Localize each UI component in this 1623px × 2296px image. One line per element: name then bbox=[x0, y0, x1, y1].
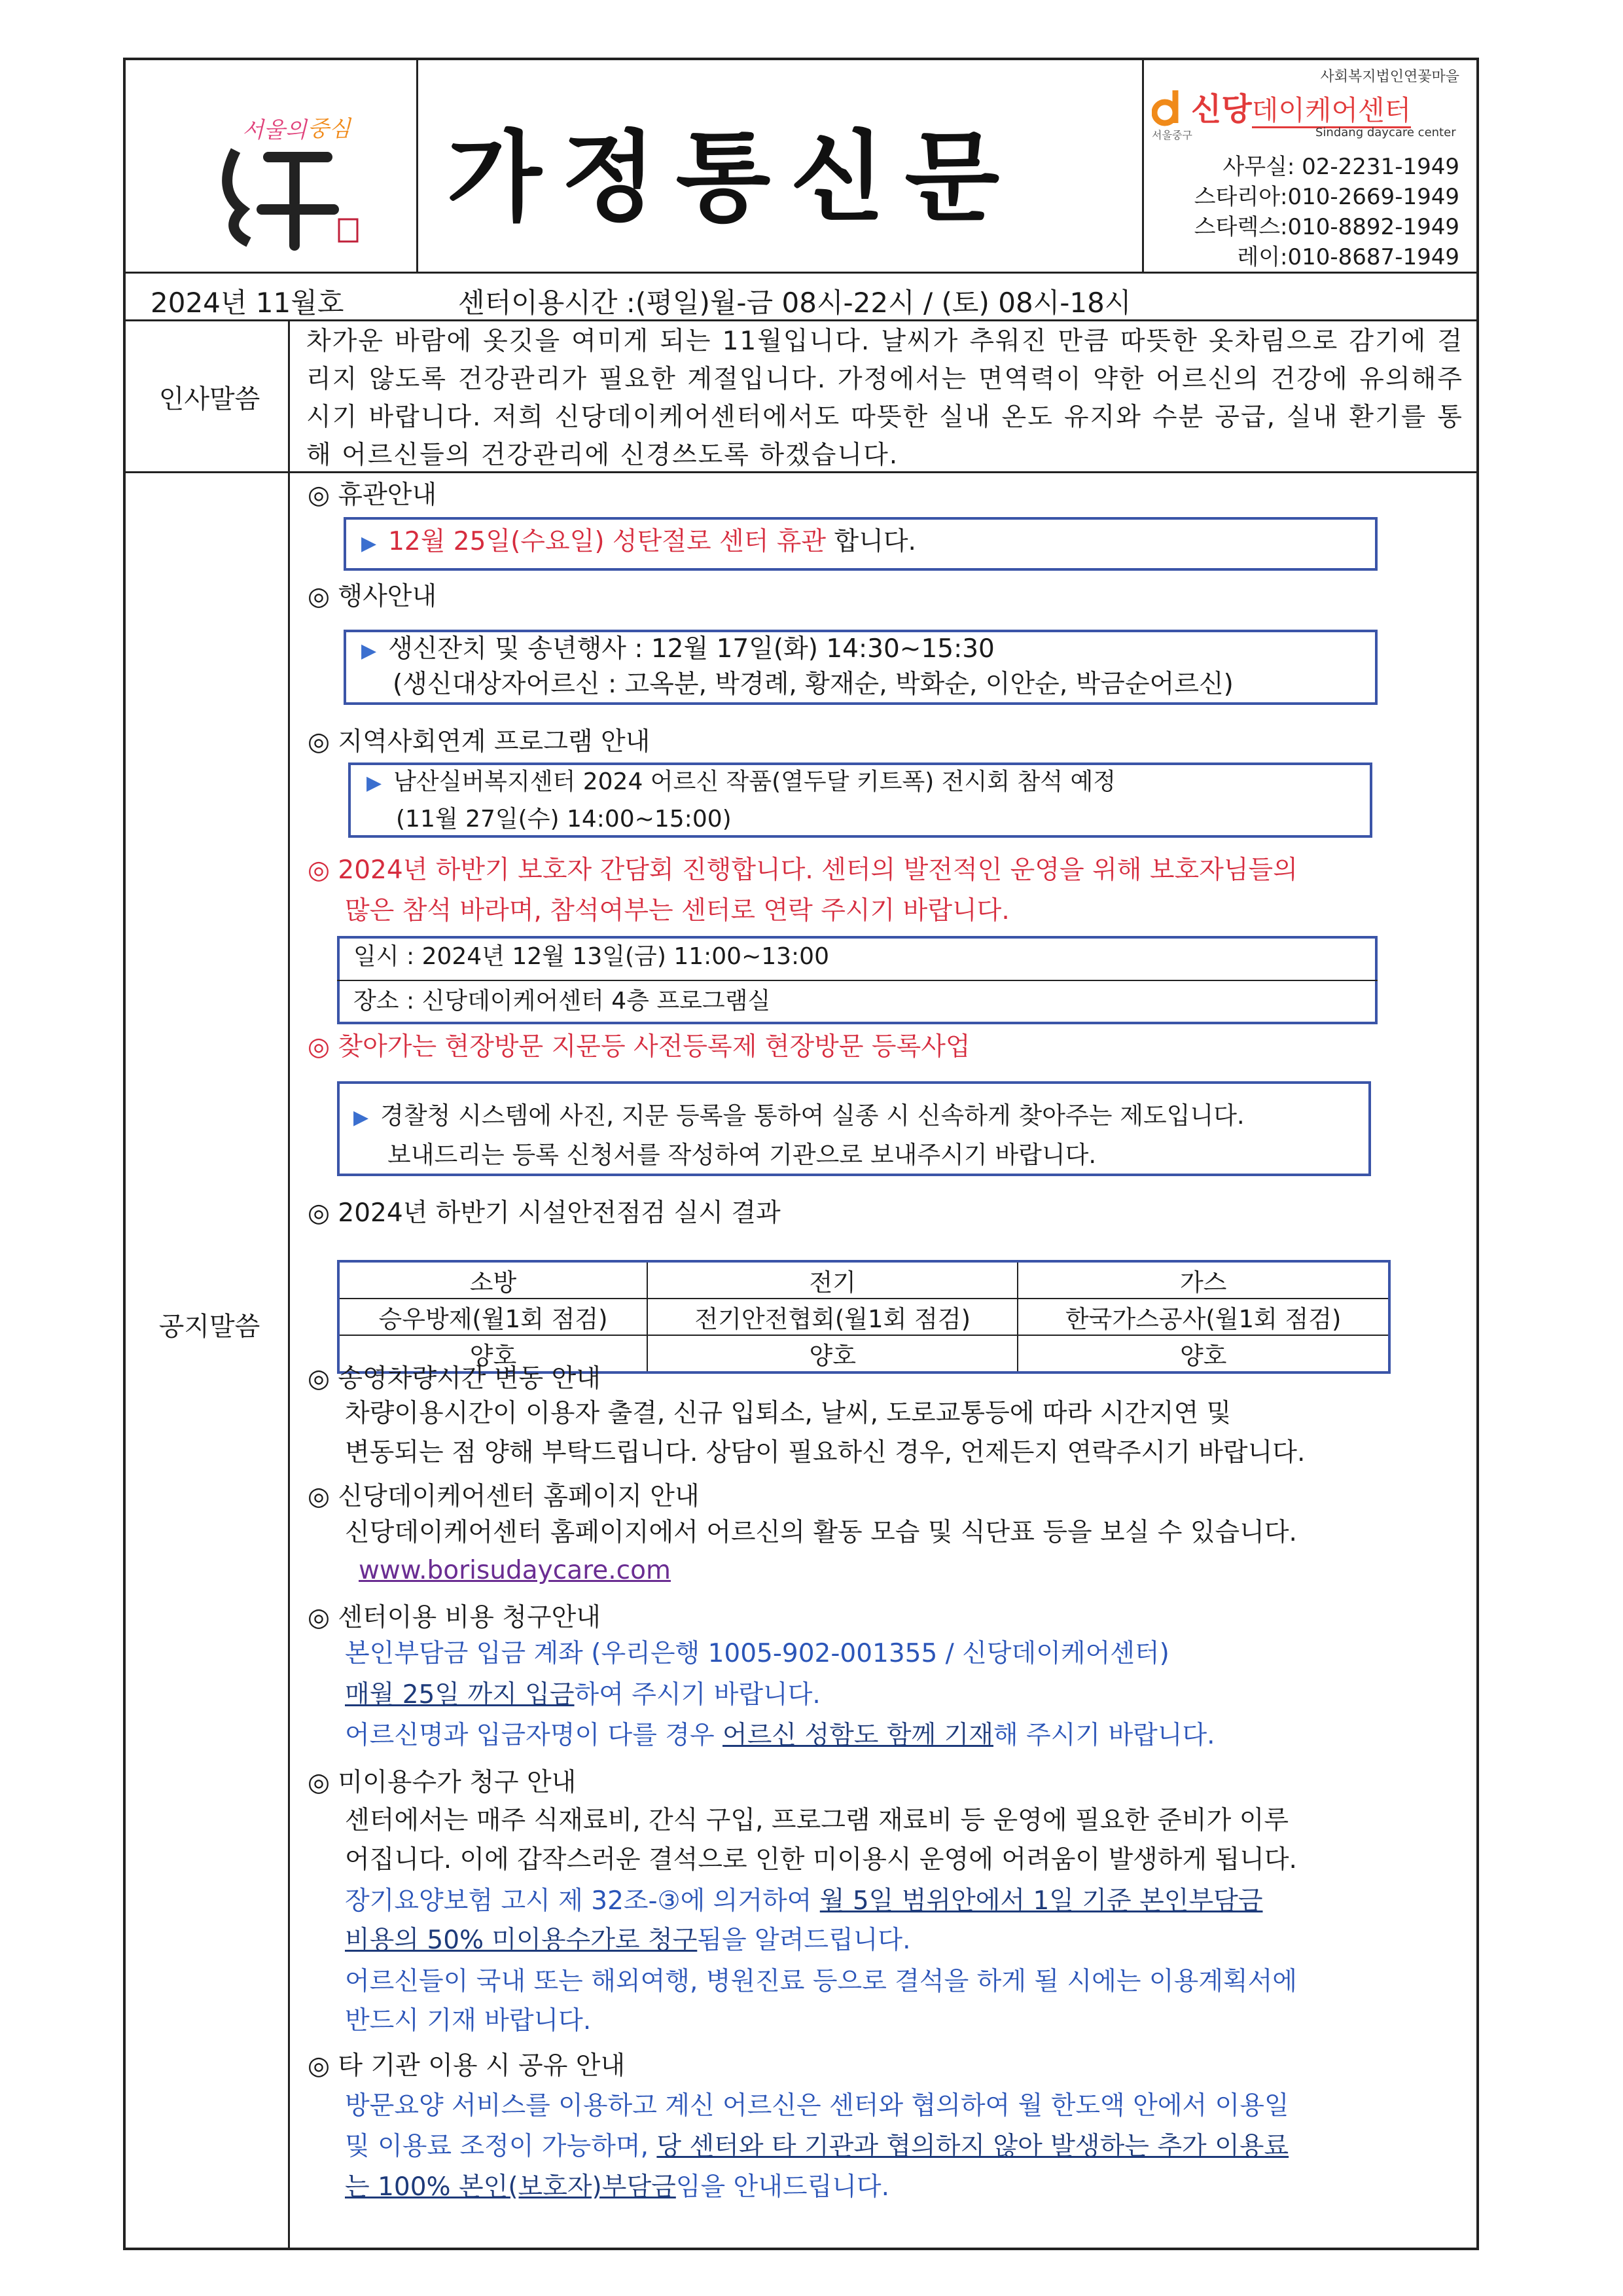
absence-line1: 센터에서는 매주 식재료비, 간식 구입, 프로그램 재료비 등 운영에 필요한 준비가 이루 bbox=[345, 1806, 1289, 1835]
event-heading: ◎ 행사안내 bbox=[308, 582, 437, 611]
meeting-place: 장소 : 신당데이케어센터 4층 프로그램실 bbox=[353, 988, 771, 1014]
notice-label: 공지말씀 bbox=[158, 1312, 260, 1342]
closure-heading: ◎ 휴관안내 bbox=[308, 480, 437, 510]
absence-line2: 어집니다. 이에 갑작스러운 결석으로 인한 미이용시 운영에 어려움이 발생하게 됩니다. bbox=[345, 1845, 1297, 1874]
header-left-divider bbox=[416, 58, 418, 272]
absence-line5: 어르신들이 국내 또는 해외여행, 병원진료 등으로 결석을 하게 될 시에는 이용계획서에 bbox=[345, 1967, 1297, 1996]
other-line2: 및 이용료 조정이 가능하며, 당 센터와 타 기관과 협의하지 않아 발생하는 추가 이용료 bbox=[345, 2132, 1289, 2161]
org-logo-icon bbox=[1152, 88, 1185, 127]
issue-label: 2024년 11월호 bbox=[151, 287, 344, 319]
billing-line1: 본인부담금 입금 계좌 (우리은행 1005-902-001355 / 신당데이케어센터) bbox=[345, 1639, 1169, 1668]
safety-header-electric: 전기 bbox=[647, 1261, 1018, 1299]
vehicle-line2: 변동되는 점 양해 부탁드립니다. 상담이 필요하신 경우, 언제든지 연락주시기 바랍니다. bbox=[345, 1438, 1306, 1467]
safety-inspector-fire: 승우방제(월1회 점검) bbox=[338, 1299, 647, 1335]
safety-inspector-electric: 전기안전협회(월1회 점검) bbox=[647, 1299, 1018, 1335]
contact-list bbox=[1145, 152, 1459, 272]
vehicle-heading: ◎ 송영차량시간 변동 안내 bbox=[308, 1364, 601, 1393]
safety-result-gas: 양호 bbox=[1018, 1335, 1389, 1372]
contact-ray: 레이:010-8687-1949 bbox=[1237, 244, 1459, 270]
closure-date: 12월 25일(수요일) 성탄절로 센터 휴관 bbox=[388, 527, 827, 556]
other-self-pay: 는 100% 본인(보호자)부담금 bbox=[345, 2172, 676, 2202]
org-logo-block bbox=[1152, 65, 1472, 141]
svg-text:서울의: 서울의 bbox=[242, 117, 307, 143]
triangle-icon: ▶ bbox=[361, 639, 377, 662]
event-line1: ▶ 생신잔치 및 송년행사 : 12월 17일(화) 14:30~15:30 bbox=[361, 634, 995, 664]
homepage-heading: ◎ 신당데이케어센터 홈페이지 안내 bbox=[308, 1482, 700, 1511]
triangle-icon: ▶ bbox=[353, 1106, 369, 1129]
triangle-icon: ▶ bbox=[361, 532, 377, 555]
table-row bbox=[338, 1261, 1389, 1299]
billing-line2: 매월 25일 까지 입금하여 주시기 바랍니다. bbox=[345, 1680, 821, 1710]
fingerprint-heading: ◎ 찾아가는 현장방문 지문등 사전등록제 현장방문 등록사업 bbox=[308, 1032, 971, 1062]
closure-rest: 합니다. bbox=[826, 527, 916, 556]
meeting-box-divider bbox=[337, 980, 1378, 981]
triangle-icon: ▶ bbox=[366, 772, 382, 795]
greeting-text: 차가운 바람에 옷깃을 여미게 되는 11월입니다. 날씨가 추워진 만큼 따뜻한 옷차림으로 감기에 걸리지 않도록 건강관리가 필요한 계절입니다. 가정에서는 면역력이 약한 어르신의 건강에 유의해주시기 바랍니다. 저희 신당데이케어센터에서도 따뜻한 실내 온도 유지와 수분 공급, 실내 환기를 통해 어르신들의 건강관리에 신경쓰도록 하겠습니다. bbox=[306, 327, 1463, 470]
billing-deadline: 매월 25일 까지 입금 bbox=[345, 1680, 575, 1710]
billing-line3: 어르신명과 입금자명이 다를 경우 어르신 성함도 함께 기재해 주시기 바랍니다. bbox=[345, 1721, 1215, 1750]
contact-staria: 스타리아:010-2669-1949 bbox=[1194, 184, 1459, 210]
other-extra-fee: 당 센터와 타 기관과 협의하지 않아 발생하는 추가 이용료 bbox=[656, 2132, 1289, 2161]
absence-line4: 비용의 50% 미이용수가로 청구됨을 알려드립니다. bbox=[345, 1926, 911, 1955]
safety-header-gas: 가스 bbox=[1018, 1261, 1389, 1299]
homepage-line1: 신당데이케어센터 홈페이지에서 어르신의 활동 모습 및 식단표 등을 보실 수 있습니다. bbox=[345, 1518, 1297, 1547]
community-line1: ▶ 남산실버복지센터 2024 어르신 작품(열두달 키트폭) 전시회 참석 예정 bbox=[366, 768, 1116, 795]
org-name-highlight: 신당 bbox=[1191, 91, 1252, 128]
meeting-heading-line1: ◎ 2024년 하반기 보호자 간담회 진행합니다. 센터의 발전적인 운영을 위해 보호자님들의 bbox=[308, 855, 1298, 885]
label-column-divider bbox=[288, 319, 290, 2250]
absence-heading: ◎ 미이용수가 청구 안내 bbox=[308, 1768, 577, 1797]
org-name: 데이케어센터 bbox=[1252, 94, 1411, 128]
safety-result-fire: 양호 bbox=[338, 1335, 647, 1372]
district-logo bbox=[196, 111, 373, 255]
billing-name-note: 어르신 성함도 함께 기재 bbox=[722, 1721, 993, 1750]
billing-heading: ◎ 센터이용 비용 청구안내 bbox=[308, 1603, 601, 1632]
vehicle-line1: 차량이용시간이 이용자 출결, 신규 입퇴소, 날씨, 도로교통등에 따라 시간지연 및 bbox=[345, 1399, 1232, 1428]
meeting-date: 일시 : 2024년 12월 13일(금) 11:00~13:00 bbox=[353, 943, 829, 970]
contact-starex: 스타렉스:010-8892-1949 bbox=[1194, 214, 1459, 240]
greeting-label: 인사말씀 bbox=[158, 384, 260, 414]
fingerprint-line2: 보내드리는 등록 신청서를 작성하여 기관으로 보내주시기 바랍니다. bbox=[387, 1141, 1097, 1169]
org-district: 서울중구 bbox=[1152, 129, 1192, 141]
absence-line6: 반드시 기재 바랍니다. bbox=[345, 2006, 592, 2036]
community-line2: (11월 27일(수) 14:00~15:00) bbox=[396, 806, 732, 833]
org-english: Sindang daycare center bbox=[1315, 126, 1456, 139]
safety-inspector-gas: 한국가스공사(월1회 점검) bbox=[1018, 1299, 1389, 1335]
meeting-heading-line2: 많은 참석 바라며, 참석여부는 센터로 연락 주시기 바랍니다. bbox=[345, 896, 1010, 925]
table-row bbox=[338, 1299, 1389, 1335]
other-line1: 방문요양 서비스를 이용하고 계신 어르신은 센터와 협의하여 월 한도액 안에서 이용일 bbox=[345, 2091, 1289, 2121]
fingerprint-line1: ▶ 경찰청 시스템에 사진, 지문 등록을 통하여 실종 시 신속하게 찾아주는 제도입니다. bbox=[353, 1102, 1245, 1130]
safety-result-electric: 양호 bbox=[647, 1335, 1018, 1372]
org-top-label: 사회복지법인연꽃마을 bbox=[1320, 69, 1459, 85]
contact-office: 사무실: 02-2231-1949 bbox=[1222, 154, 1459, 180]
page-title: 가정통신문 bbox=[446, 121, 1020, 235]
safety-table bbox=[337, 1260, 1391, 1374]
absence-policy: 월 5일 범위안에서 1일 기준 본인부담금 bbox=[819, 1886, 1263, 1916]
absence-line3: 장기요양보험 고시 제 32조-③에 의거하여 월 5일 범위안에서 1일 기준 본인부담금 bbox=[345, 1886, 1263, 1916]
other-heading: ◎ 타 기관 이용 시 공유 안내 bbox=[308, 2051, 626, 2081]
svg-text:중심: 중심 bbox=[308, 116, 351, 142]
safety-heading: ◎ 2024년 하반기 시설안전점검 실시 결과 bbox=[308, 1198, 781, 1228]
community-heading: ◎ 지역사회연계 프로그램 안내 bbox=[308, 727, 651, 757]
event-line2: (생신대상자어르신 : 고옥분, 박경례, 황재순, 박화순, 이안순, 박금순어르신) bbox=[393, 670, 1234, 699]
hours-label: 센터이용시간 :(평일)월-금 08시-22시 / (토) 08시-18시 bbox=[458, 287, 1132, 319]
other-line3: 는 100% 본인(보호자)부담금임을 안내드립니다. bbox=[345, 2172, 889, 2202]
closure-text bbox=[361, 522, 916, 564]
safety-header-fire: 소방 bbox=[338, 1261, 647, 1299]
header-right-divider bbox=[1142, 58, 1144, 272]
absence-charge: 비용의 50% 미이용수가로 청구 bbox=[345, 1926, 698, 1955]
homepage-link[interactable]: www.borisudaycare.com bbox=[359, 1556, 671, 1585]
